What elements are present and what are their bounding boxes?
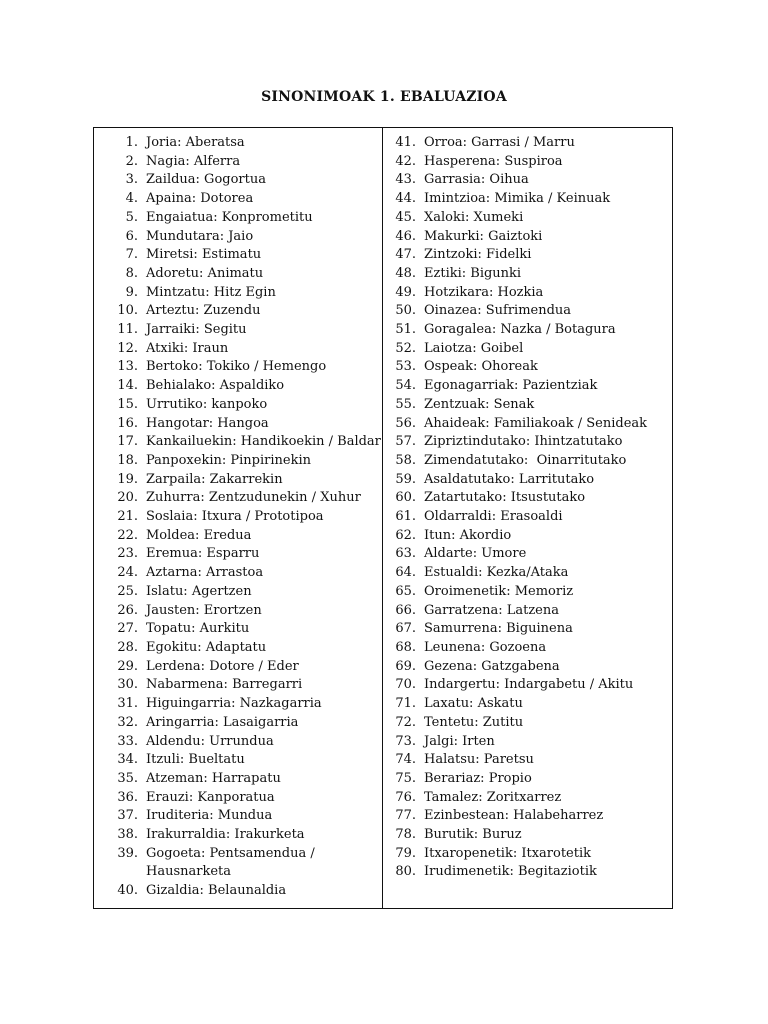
synonym-entry	[94, 153, 382, 172]
entry-text: Egonagarriak: Pazientziak	[424, 378, 598, 394]
entry-number: 2.	[125, 153, 138, 169]
synonym-entry	[383, 826, 673, 845]
synonym-entry	[383, 639, 673, 658]
synonym-entry	[383, 658, 673, 677]
synonym-entry	[94, 845, 382, 882]
synonym-entry	[383, 321, 673, 340]
entry-text: Zipriztindutako: Ihintzatutako	[424, 434, 623, 450]
entry-text: Indargertu: Indargabetu / Akitu	[424, 677, 634, 693]
entry-text: Aringarria: Lasaigarria	[146, 714, 299, 730]
entry-number: 39.	[117, 845, 138, 861]
entry-text: Laxatu: Askatu	[424, 696, 523, 712]
entry-text: Lerdena: Dotore / Eder	[146, 658, 299, 674]
synonym-entry	[383, 246, 673, 265]
synonym-entry	[94, 882, 382, 901]
entry-text: Nabarmena: Barregarri	[146, 677, 303, 693]
entry-number: 71.	[395, 696, 416, 712]
synonym-entry	[94, 583, 382, 602]
entry-number: 62.	[395, 527, 416, 543]
entry-number: 67.	[395, 621, 416, 637]
entry-text: Apaina: Dotorea	[146, 191, 254, 207]
entry-number: 78.	[395, 827, 416, 843]
entry-text: Jausten: Erortzen	[146, 602, 262, 618]
synonym-entry	[383, 134, 673, 153]
synonym-entry	[94, 433, 382, 452]
synonym-entry	[383, 284, 673, 303]
entry-text: Makurki: Gaiztoki	[424, 228, 543, 244]
entry-text: Hangotar: Hangoa	[146, 415, 269, 431]
entry-text: Miretsi: Estimatu	[146, 247, 262, 263]
entry-text: Aztarna: Arrastoa	[146, 565, 264, 581]
synonym-entry	[94, 545, 382, 564]
synonym-entry	[94, 358, 382, 377]
entry-text: Xaloki: Xumeki	[424, 209, 524, 225]
synonym-entry	[383, 340, 673, 359]
synonym-entry	[383, 602, 673, 621]
entry-number: 70.	[395, 677, 416, 693]
entry-number: 42.	[395, 153, 416, 169]
entry-number: 73.	[395, 733, 416, 749]
synonym-entry	[94, 134, 382, 153]
synonym-entry	[383, 489, 673, 508]
entry-text: Orroa: Garrasi / Marru	[424, 135, 575, 150]
entry-text: Eztiki: Bigunki	[424, 265, 522, 281]
entry-text: Laiotza: Goibel	[424, 340, 524, 356]
entry-text: Urrutiko: kanpoko	[146, 396, 268, 412]
entry-number: 14.	[117, 378, 138, 394]
right-column	[383, 134, 673, 882]
entry-text: Behialako: Aspaldiko	[146, 378, 285, 394]
document-title: SINONIMOAK 1. EBALUAZIOA	[261, 89, 507, 105]
entry-text: Higuingarria: Nazkagarria	[146, 696, 322, 712]
entry-number: 47.	[395, 247, 416, 263]
entry-text: Zimendatutako: Oinarritutako	[424, 452, 627, 468]
entry-text: Nagia: Alferra	[146, 153, 241, 169]
entry-number: 32.	[117, 714, 138, 730]
entry-number: 51.	[395, 322, 416, 338]
entry-number: 29.	[117, 658, 138, 674]
entry-text: Atxiki: Iraun	[146, 340, 229, 356]
entry-number: 56.	[395, 415, 416, 431]
entry-number: 66.	[395, 602, 416, 618]
entry-text: Aldarte: Umore	[424, 546, 527, 562]
entry-number: 4.	[125, 191, 138, 207]
synonym-entry	[383, 845, 673, 864]
synonym-table	[93, 127, 673, 909]
entry-number: 58.	[395, 452, 416, 468]
synonym-entry	[383, 452, 673, 471]
synonym-entry	[383, 527, 673, 546]
entry-text: Zaildua: Gogortua	[146, 172, 266, 188]
synonym-entry	[383, 228, 673, 247]
entry-text: Ospeak: Ohoreak	[424, 359, 538, 375]
synonym-entry	[94, 658, 382, 677]
entry-number: 20.	[117, 490, 138, 506]
entry-number: 9.	[125, 284, 138, 300]
entry-text: Burutik: Buruz	[424, 827, 522, 843]
entry-number: 36.	[117, 789, 138, 805]
entry-number: 25.	[117, 583, 138, 599]
entry-text: Soslaia: Itxura / Prototipoa	[146, 509, 324, 525]
entry-number: 27.	[117, 621, 138, 637]
entry-number: 17.	[117, 434, 138, 450]
entry-number: 75.	[395, 770, 416, 786]
synonym-entry	[94, 807, 382, 826]
entry-text: Topatu: Aurkitu	[146, 621, 250, 637]
entry-number: 72.	[395, 714, 416, 730]
synonym-entry	[383, 190, 673, 209]
entry-number: 33.	[117, 733, 138, 749]
synonym-entry	[383, 545, 673, 564]
entry-number: 19.	[117, 471, 138, 487]
entry-number: 7.	[125, 247, 138, 263]
entry-number: 6.	[125, 228, 138, 244]
entry-number: 54.	[395, 378, 416, 394]
entry-number: 3.	[125, 172, 138, 188]
entry-text: Engaiatua: Konprometitu	[146, 209, 313, 225]
entry-number: 43.	[395, 172, 416, 188]
entry-number: 40.	[117, 883, 138, 899]
entry-number: 23.	[117, 546, 138, 562]
synonym-entry	[383, 770, 673, 789]
synonym-entry	[383, 302, 673, 321]
synonym-entry	[383, 433, 673, 452]
entry-text: Itzuli: Bueltatu	[146, 752, 245, 768]
entry-text: Estualdi: Kezka/Ataka	[424, 565, 569, 581]
entry-number: 64.	[395, 565, 416, 581]
entry-number: 35.	[117, 770, 138, 786]
entry-text: Gezena: Gatzgabena	[424, 658, 560, 674]
entry-number: 53.	[395, 359, 416, 375]
entry-number: 41.	[395, 135, 416, 150]
entry-number: 48.	[395, 265, 416, 281]
synonym-entry	[94, 527, 382, 546]
entry-text: Zintzoki: Fidelki	[424, 247, 532, 263]
synonym-entry	[383, 714, 673, 733]
entry-text: Garrasia: Oihua	[424, 172, 529, 188]
entry-text: Joria: Aberatsa	[146, 135, 245, 150]
entry-number: 45.	[395, 209, 416, 225]
synonym-entry	[94, 340, 382, 359]
entry-number: 16.	[117, 415, 138, 431]
entry-number: 28.	[117, 639, 138, 655]
entry-number: 77.	[395, 808, 416, 824]
synonym-entry	[94, 265, 382, 284]
entry-number: 22.	[117, 527, 138, 543]
entry-number: 68.	[395, 639, 416, 655]
synonym-entry	[94, 564, 382, 583]
synonym-entry	[94, 639, 382, 658]
synonym-entry	[383, 265, 673, 284]
entry-text: Eremua: Esparru	[146, 546, 260, 562]
entry-text: Goragalea: Nazka / Botagura	[424, 322, 616, 338]
synonym-entry	[94, 171, 382, 190]
synonym-entry	[383, 508, 673, 527]
entry-text: Ahaideak: Familiakoak / Senideak	[424, 415, 648, 431]
synonym-entry	[383, 377, 673, 396]
synonym-entry	[383, 153, 673, 172]
entry-number: 12.	[117, 340, 138, 356]
entry-text: Adoretu: Animatu	[146, 265, 264, 281]
synonym-entry	[94, 302, 382, 321]
entry-text: Gizaldia: Belaunaldia	[146, 883, 287, 899]
entry-number: 38.	[117, 827, 138, 843]
entry-text: Imintzioa: Mimika / Keinuak	[424, 191, 611, 207]
entry-text: Garratzena: Latzena	[424, 602, 559, 618]
entry-number: 46.	[395, 228, 416, 244]
synonym-entry	[383, 358, 673, 377]
entry-text: Halatsu: Paretsu	[424, 752, 534, 768]
synonym-entry	[94, 284, 382, 303]
synonym-entry	[94, 396, 382, 415]
synonym-entry	[94, 321, 382, 340]
synonym-entry	[383, 789, 673, 808]
entry-text: Oroimenetik: Memoriz	[424, 583, 574, 599]
entry-number: 15.	[117, 396, 138, 412]
synonym-entry	[94, 209, 382, 228]
entry-text: Iruditeria: Mundua	[146, 808, 273, 824]
entry-text: Jarraiki: Segitu	[146, 322, 247, 338]
entry-text: Samurrena: Biguinena	[424, 621, 573, 637]
entry-text: Atzeman: Harrapatu	[146, 770, 281, 786]
synonym-entry	[383, 583, 673, 602]
entry-text: Zarpaila: Zakarrekin	[146, 471, 283, 487]
entry-text: Erauzi: Kanporatua	[146, 789, 275, 805]
entry-text: Mintzatu: Hitz Egin	[146, 284, 276, 300]
entry-text: Gogoeta: Pentsamendua / Hausnarketa	[146, 845, 315, 880]
entry-text: Oinazea: Sufrimendua	[424, 303, 572, 319]
synonym-entry	[94, 714, 382, 733]
synonym-entry	[94, 733, 382, 752]
synonym-entry	[94, 751, 382, 770]
synonym-entry	[94, 471, 382, 490]
synonym-entry	[94, 489, 382, 508]
synonym-entry	[94, 377, 382, 396]
entry-number: 50.	[395, 303, 416, 319]
entry-text: Hasperena: Suspiroa	[424, 153, 563, 169]
entry-number: 79.	[395, 845, 416, 861]
entry-text: Ezinbestean: Halabeharrez	[424, 808, 604, 824]
synonym-entry	[94, 676, 382, 695]
entry-text: Leunena: Gozoena	[424, 639, 547, 655]
entry-text: Zatartutako: Itsustutako	[424, 490, 586, 506]
synonym-entry	[94, 228, 382, 247]
entry-number: 57.	[395, 434, 416, 450]
entry-number: 52.	[395, 340, 416, 356]
synonym-entry	[94, 246, 382, 265]
entry-number: 1.	[125, 135, 138, 150]
entry-number: 34.	[117, 752, 138, 768]
entry-number: 65.	[395, 583, 416, 599]
synonym-entry	[383, 171, 673, 190]
entry-number: 60.	[395, 490, 416, 506]
synonym-entry	[383, 564, 673, 583]
synonym-entry	[383, 751, 673, 770]
entry-text: Irakurraldia: Irakurketa	[146, 827, 305, 843]
entry-text: Hotzikara: Hozkia	[424, 284, 544, 300]
synonym-entry	[383, 396, 673, 415]
synonym-entry	[94, 508, 382, 527]
entry-number: 24.	[117, 565, 138, 581]
entry-text: Bertoko: Tokiko / Hemengo	[146, 359, 327, 375]
entry-number: 80.	[395, 864, 416, 880]
entry-number: 18.	[117, 452, 138, 468]
entry-text: Arteztu: Zuzendu	[146, 303, 261, 319]
entry-text: Itun: Akordio	[424, 527, 512, 543]
synonym-entry	[94, 770, 382, 789]
synonym-entry	[94, 620, 382, 639]
entry-text: Egokitu: Adaptatu	[146, 639, 267, 655]
entry-text: Itxaropenetik: Itxarotetik	[424, 845, 591, 861]
entry-number: 59.	[395, 471, 416, 487]
entry-text: Tentetu: Zutitu	[424, 714, 524, 730]
entry-number: 76.	[395, 789, 416, 805]
entry-text: Panpoxekin: Pinpirinekin	[146, 452, 311, 468]
entry-number: 61.	[395, 509, 416, 525]
entry-number: 49.	[395, 284, 416, 300]
synonym-entry	[383, 415, 673, 434]
entry-number: 55.	[395, 396, 416, 412]
entry-number: 11.	[117, 322, 138, 338]
entry-number: 8.	[125, 265, 138, 281]
left-column	[94, 134, 382, 901]
entry-text: Tamalez: Zoritxarrez	[424, 789, 562, 805]
entry-number: 63.	[395, 546, 416, 562]
synonym-entry	[383, 807, 673, 826]
entry-text: Asaldatutako: Larritutako	[424, 471, 595, 487]
synonym-entry	[94, 452, 382, 471]
entry-number: 21.	[117, 509, 138, 525]
synonym-entry	[94, 190, 382, 209]
entry-number: 30.	[117, 677, 138, 693]
entry-number: 13.	[117, 359, 138, 375]
synonym-entry	[383, 863, 673, 882]
entry-text: Berariaz: Propio	[424, 770, 532, 786]
entry-number: 69.	[395, 658, 416, 674]
synonym-entry	[94, 415, 382, 434]
entry-number: 31.	[117, 696, 138, 712]
entry-number: 26.	[117, 602, 138, 618]
synonym-entry	[383, 733, 673, 752]
entry-text: Kankailuekin: Handikoekin / Baldar	[146, 434, 381, 450]
synonym-entry	[94, 789, 382, 808]
synonym-entry	[94, 695, 382, 714]
entry-number: 74.	[395, 752, 416, 768]
entry-number: 5.	[125, 209, 138, 225]
entry-text: Aldendu: Urrundua	[146, 733, 274, 749]
entry-number: 44.	[395, 191, 416, 207]
entry-text: Zuhurra: Zentzudunekin / Xuhur	[146, 490, 361, 506]
entry-text: Islatu: Agertzen	[146, 583, 252, 599]
entry-text: Moldea: Eredua	[146, 527, 252, 543]
entry-number: 37.	[117, 808, 138, 824]
synonym-entry	[383, 695, 673, 714]
entry-text: Jalgi: Irten	[424, 733, 495, 749]
synonym-entry	[383, 676, 673, 695]
entry-number: 10.	[117, 303, 138, 319]
entry-text: Oldarraldi: Erasoaldi	[424, 509, 563, 525]
synonym-entry	[94, 826, 382, 845]
synonym-entry	[383, 209, 673, 228]
synonym-entry	[383, 620, 673, 639]
synonym-entry	[94, 602, 382, 621]
entry-text: Zentzuak: Senak	[424, 396, 535, 412]
synonym-entry	[383, 471, 673, 490]
entry-text: Irudimenetik: Begitaziotik	[424, 864, 597, 880]
entry-text: Mundutara: Jaio	[146, 228, 254, 244]
